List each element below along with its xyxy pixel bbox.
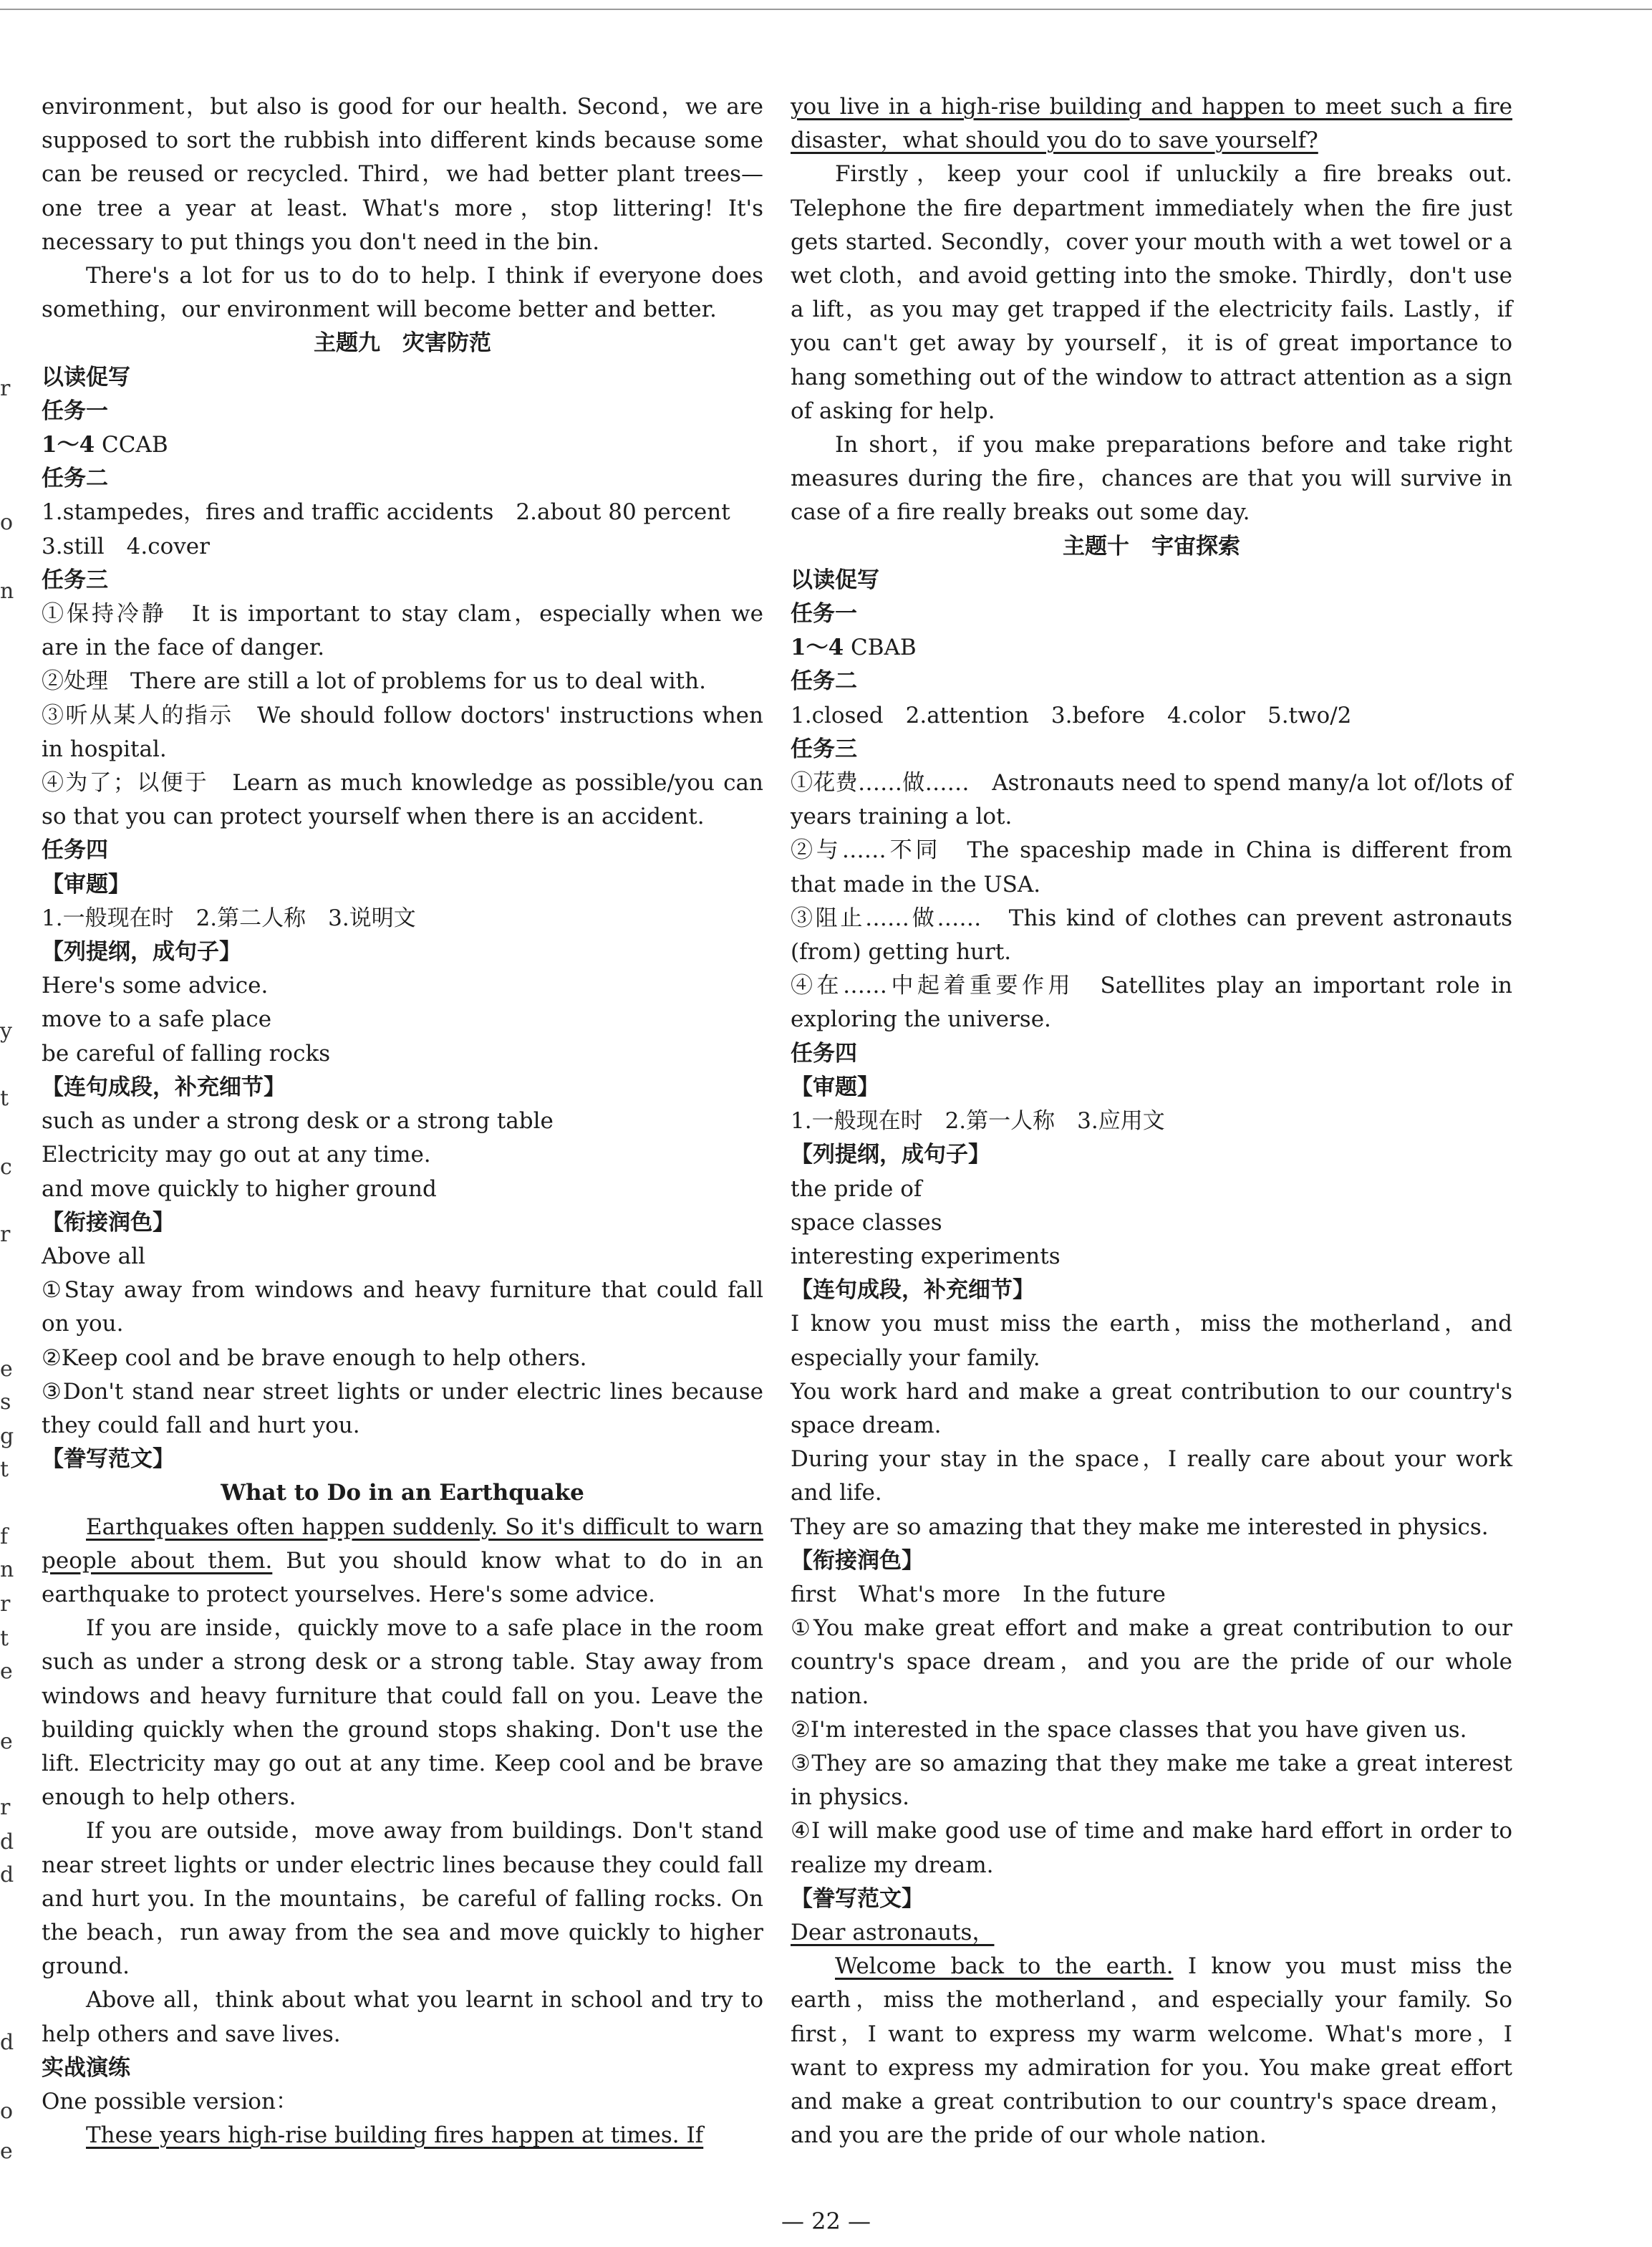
essay-title: What to Do in an Earthquake: [221, 1480, 584, 1506]
task-heading: 任务二: [791, 668, 857, 695]
essay-paragraph: [42, 2119, 763, 2152]
answer-line: 3.still 4.cover: [42, 533, 210, 559]
margin-letter: n: [0, 579, 14, 604]
answer-range: 1～4: [42, 432, 95, 458]
bracket-heading: 【连句成段，补充细节】: [42, 1074, 286, 1100]
answer-line: Above all: [42, 1243, 145, 1269]
answer-line: such as under a strong desk or a strong table: [42, 1108, 554, 1135]
answer-line: ②处理 There are still a lot of problems for us to deal with.: [42, 668, 706, 695]
margin-letter: o: [0, 510, 14, 535]
bracket-heading: 【衔接润色】: [42, 1209, 175, 1236]
bracket-heading: 【衔接润色】: [791, 1547, 924, 1574]
task-heading: 任务一: [42, 398, 108, 424]
answer-line: I know you must miss the earth，miss the motherland，and especially your family.: [791, 1311, 1512, 1371]
answer-line: 1.closed 2.attention 3.before 4.color 5.two/2: [791, 702, 1352, 728]
margin-letter: t: [0, 1457, 9, 1482]
margin-letter: g: [0, 1424, 14, 1449]
answer-text: CBAB: [844, 635, 917, 661]
answer-line: ③听从某人的指示 We should follow doctors' instructions when in hospital.: [42, 702, 763, 762]
margin-letter: c: [0, 1155, 12, 1180]
margin-letter: r: [0, 1795, 11, 1820]
answer-line: [42, 428, 763, 462]
task-heading: 任务一: [791, 601, 857, 627]
essay-paragraph: [791, 90, 1512, 158]
sentence: I know you must miss the earth，miss the motherland，and especially your family. So first，I want to express my warm welcome. What's more，I want to express my admiration for you. You make great effort and make a great contribution to our country's space dream，and you are the pride of our whole nation.: [791, 1953, 1512, 2149]
margin-letter: f: [0, 1524, 9, 1549]
underlined-salutation: Dear astronauts，: [791, 1919, 995, 1945]
heading: 实战演练: [42, 2054, 130, 2081]
answer-line: ④为了；以便于 Learn as much knowledge as possible/you can so that you can protect yourself when there is an accident.: [42, 770, 763, 830]
paragraph: There's a lot for us to do to help. I think if everyone does something，our environment will become better and better.: [42, 263, 763, 323]
bracket-heading: 【誊写范文】: [791, 1885, 924, 1912]
answer-line: 1.stampedes，fires and traffic accidents 2.about 80 percent: [42, 499, 730, 526]
answer-line: They are so amazing that they make me interested in physics.: [791, 1514, 1489, 1540]
answer-line: ④I will make good use of time and make hard effort in order to realize my dream.: [791, 1818, 1512, 1878]
underlined-sentence: These years high-rise building fires happen at times. If: [86, 2122, 704, 2149]
answer-range: 1～4: [791, 635, 844, 661]
sentence: But you should know what to do in an earthquake to protect yourselves. Here's some advice.: [42, 1547, 763, 1607]
answer-line: ③阻止……做…… This kind of clothes can prevent astronauts (from) getting hurt.: [791, 905, 1512, 966]
bracket-heading: 【审题】: [42, 871, 130, 898]
answer-line: ①花费……做…… Astronauts need to spend many/a lot of/lots of years training a lot.: [791, 770, 1512, 830]
essay-paragraph: Above all，think about what you learnt in school and try to help others and save lives.: [42, 1987, 763, 2047]
answer-line: first What's more In the future: [791, 1581, 1166, 1607]
underlined-sentence: Earthquakes often happen suddenly. So it's difficult to warn people about them.: [42, 1514, 763, 1574]
answer-line: ②与……不同 The spaceship made in China is different from that made in the USA.: [791, 837, 1512, 898]
answer-line: ③They are so amazing that they make me take a great interest in physics.: [791, 1750, 1512, 1811]
bracket-heading: 【列提纲，成句子】: [791, 1142, 990, 1168]
margin-letter: d: [0, 1829, 14, 1854]
answer-line: move to a safe place: [42, 1006, 272, 1033]
margin-letter: r: [0, 1222, 11, 1247]
answer-line: You work hard and make a great contribution to our country's space dream.: [791, 1378, 1512, 1438]
answer-text: CCAB: [95, 432, 168, 458]
answer-line: the pride of: [791, 1175, 922, 1202]
essay-paragraph: If you are inside，quickly move to a safe place in the room such as under a strong desk or a strong table. Stay away from windows and heavy furniture that could fall on you. Leave the building quickly when the ground stops shaking. Don't use the lift. Electricity may go out at any time. Keep cool and be brave enough to help others.: [42, 1615, 763, 1811]
answer-line: interesting experiments: [791, 1243, 1061, 1269]
answer-line: [791, 631, 1512, 665]
underlined-sentence: Welcome back to the earth.: [835, 1953, 1174, 1980]
answer-line: space classes: [791, 1209, 942, 1236]
task-heading: 任务四: [42, 837, 108, 864]
bracket-heading: 【列提纲，成句子】: [42, 939, 241, 966]
margin-letter: o: [0, 2099, 14, 2124]
section-title: 主题九 灾害防范: [314, 330, 491, 357]
bracket-heading: 【连句成段，补充细节】: [791, 1277, 1035, 1304]
answer-line: and move quickly to higher ground: [42, 1175, 437, 1202]
heading: 以读促写: [791, 567, 879, 593]
answer-line: ①保持冷静 It is important to stay clam，especially when we are in the face of danger.: [42, 601, 763, 661]
bracket-heading: 【誊写范文】: [42, 1446, 175, 1473]
answer-line: ③Don't stand near street lights or under electric lines because they could fall and hurt you.: [42, 1378, 763, 1438]
answer-line: During your stay in the space，I really care about your work and life.: [791, 1446, 1512, 1506]
answer-line: 1.一般现在时 2.第一人称 3.应用文: [791, 1108, 1165, 1135]
margin-letter: t: [0, 1086, 9, 1111]
essay-paragraph: In short，if you make preparations before and take right measures during the fire，chances are that you will survive in case of a fire really breaks out some day.: [791, 432, 1512, 526]
answer-line: ②I'm interested in the space classes that you have given us.: [791, 1716, 1467, 1743]
answer-line: Electricity may go out at any time.: [42, 1142, 431, 1168]
margin-letter: d: [0, 2030, 14, 2055]
answer-line: One possible version：: [42, 2088, 298, 2114]
answer-line: ④在……中起着重要作用 Satellites play an important role in exploring the universe.: [791, 973, 1512, 1033]
salutation: [791, 1916, 1512, 1950]
margin-letter: n: [0, 1557, 14, 1582]
underlined-sentence: you live in a high-rise building and happen to meet such a fire disaster，what should you do to save yourself?: [791, 94, 1512, 154]
answer-line: be careful of falling rocks: [42, 1040, 331, 1067]
margin-letter: d: [0, 1862, 14, 1887]
answer-line: ②Keep cool and be brave enough to help others.: [42, 1344, 587, 1371]
margin-letter: r: [0, 1592, 11, 1617]
margin-letter: e: [0, 1729, 13, 1754]
answer-line: ①Stay away from windows and heavy furniture that could fall on you.: [42, 1277, 763, 1337]
margin-letter: t: [0, 1626, 9, 1651]
bracket-heading: 【审题】: [791, 1074, 879, 1100]
essay-paragraph: If you are outside，move away from buildings. Don't stand near street lights or under electric lines because they could fall and hurt you. In the mountains，be careful of falling rocks. On the beach，run away from the sea and move quickly to higher ground.: [42, 1818, 763, 1980]
answer-line: 1.一般现在时 2.第二人称 3.说明文: [42, 905, 416, 931]
essay-paragraph: Firstly，keep your cool if unluckily a fire breaks out. Telephone the fire department immediately when the fire just gets started. Secondly，cover your mouth with a wet towel or a wet cloth，and avoid getting into the smoke. Thirdly，don't use a lift，as you may get trapped if the electricity fails. Lastly，if you can't get away by yourself，it is of great importance to hang something out of the window to attract attention as a sign of asking for help.: [791, 161, 1512, 424]
task-heading: 任务四: [791, 1040, 857, 1067]
heading: 以读促写: [42, 364, 130, 390]
answer-line: ①You make great effort and make a great contribution to our country's space dream，and you are the pride of our whole nation.: [791, 1615, 1512, 1709]
page-number: — 22 —: [781, 2208, 871, 2235]
left-column: [42, 90, 763, 2152]
margin-letter: s: [0, 1390, 11, 1415]
answer-line: Here's some advice.: [42, 973, 269, 999]
right-column: [791, 90, 1512, 2152]
task-heading: 任务二: [42, 466, 108, 492]
essay-paragraph: [42, 1511, 763, 1612]
top-rule: [0, 9, 1652, 10]
margin-letter: e: [0, 2139, 13, 2164]
section-title: 主题十 宇宙探索: [1063, 533, 1240, 559]
margin-letter: y: [0, 1019, 12, 1044]
paragraph: environment，but also is good for our health. Second，we are supposed to sort the rubbish into different kinds because some can be reused or recycled. Third，we had better plant trees—one tree a year at least. What's more，stop littering! It's necessary to put things you don't need in the bin.: [42, 94, 763, 255]
margin-letter: e: [0, 1659, 13, 1684]
essay-paragraph: [791, 1950, 1512, 2152]
task-heading: 任务三: [42, 567, 108, 593]
margin-letter: r: [0, 376, 11, 401]
margin-letter: e: [0, 1357, 13, 1382]
task-heading: 任务三: [791, 736, 857, 762]
